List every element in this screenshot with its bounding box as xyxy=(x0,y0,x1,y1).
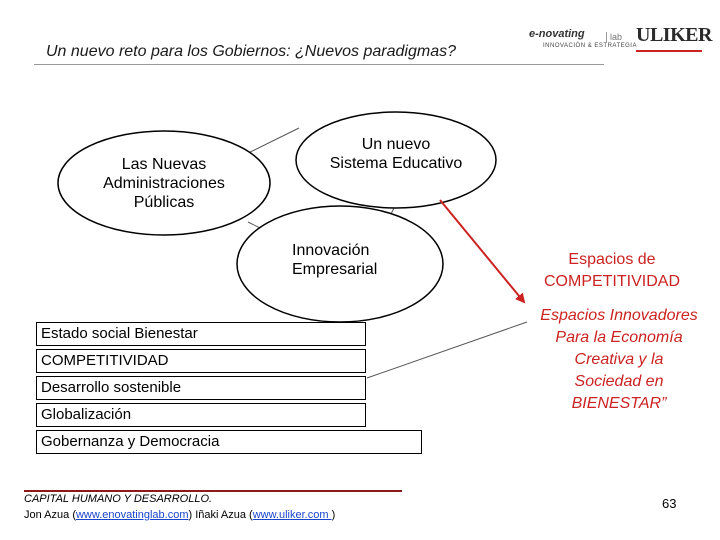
footer-credit-text-a: Jon Azua ( xyxy=(24,509,76,521)
uliker-link[interactable]: www.uliker.com xyxy=(252,509,332,521)
competitiveness-spaces-heading xyxy=(522,249,702,293)
list-item: Desarrollo sostenible xyxy=(36,376,366,400)
ellipse-administrations-line2: Administraciones xyxy=(103,175,225,192)
ellipse-innovation-label xyxy=(292,241,377,279)
innovative-spaces-line5: BIENESTAR” xyxy=(571,395,667,412)
innovative-spaces-text xyxy=(524,305,714,415)
enovating-logo-lab: lab xyxy=(606,32,622,42)
ellipse-education-label xyxy=(296,135,496,173)
competitiveness-spaces-line2: COMPETITIVIDAD xyxy=(543,273,680,290)
ellipse-administrations-line3: Públicas xyxy=(133,194,195,211)
enovatinglab-link[interactable]: www.enovatinglab.com xyxy=(75,509,189,521)
enovating-logo-name: e-novating xyxy=(529,28,585,40)
footer-title: CAPITAL HUMANO Y DESARROLLO. xyxy=(24,493,213,505)
innovative-spaces-line1: Espacios Innovadores xyxy=(540,307,698,324)
ellipse-administrations-label xyxy=(64,155,264,212)
competitiveness-spaces-line1: Espacios de xyxy=(568,251,656,268)
slide-title: Un nuevo reto para los Gobiernos: ¿Nuevos paradigmas? xyxy=(46,43,456,60)
ellipse-administrations-line1: Las Nuevas xyxy=(121,156,207,173)
innovative-spaces-line4: Sociedad en xyxy=(574,373,664,390)
ellipse-education-line1: Un nuevo xyxy=(361,136,431,153)
page-number: 63 xyxy=(662,496,677,511)
ellipse-education-line2: Sistema Educativo xyxy=(329,155,463,172)
list-item: COMPETITIVIDAD xyxy=(36,349,366,373)
list-item: Estado social Bienestar xyxy=(36,322,366,346)
concepts-list xyxy=(36,322,366,454)
list-item: Gobernanza y Democracia xyxy=(36,430,422,454)
footer-divider xyxy=(24,490,402,492)
connector-list-spaces xyxy=(367,322,527,378)
list-item: Globalización xyxy=(36,403,366,427)
footer-credit-text-b: ) Iñaki Azua ( xyxy=(188,509,253,521)
ellipse-innovation-line2: Empresarial xyxy=(292,261,378,278)
footer-credit-text-c: ) xyxy=(331,509,336,521)
innovative-spaces-line3: Creativa y la xyxy=(574,351,664,368)
footer-credits xyxy=(24,509,335,521)
red-arrow xyxy=(440,200,524,302)
enovating-logo-subtitle: INNOVACIÓN & ESTRATEGIA xyxy=(543,43,637,49)
innovative-spaces-line2: Para la Economía xyxy=(555,329,683,346)
ellipse-innovation-line1: Innovación xyxy=(292,242,370,259)
uliker-logo-name: ULIKER xyxy=(636,24,712,46)
